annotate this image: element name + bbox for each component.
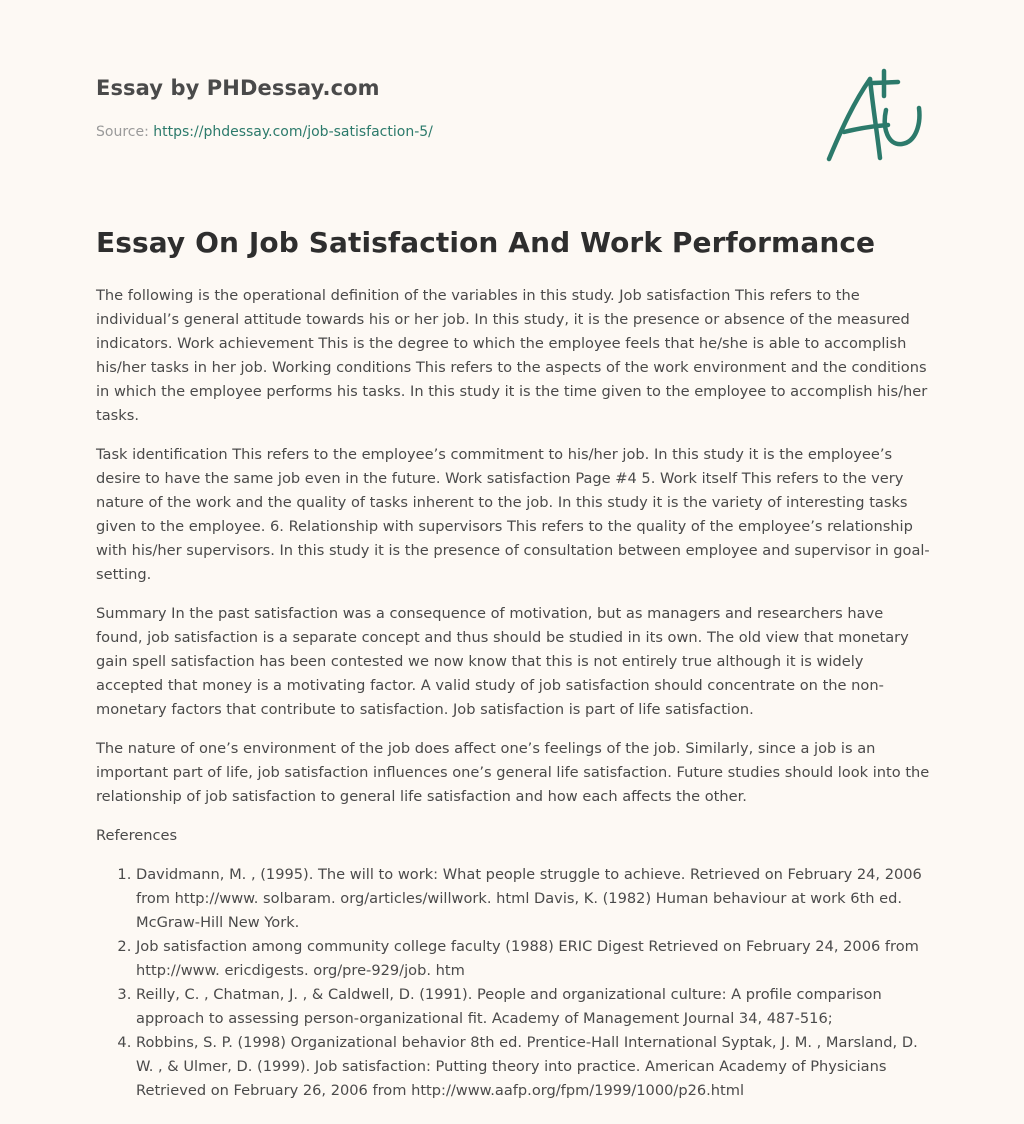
essay-paragraph: Summary In the past satisfaction was a consequence of motivation, but as managers and researchers have found, job satisfaction is a separate concept and thus should be studied in its own. The old view that monetary gain spell satisfaction has been contested we now know that this is not entirely true although it is widely accepted that money is a motivating factor. A valid study of job satisfaction should concentrate on the non-monetary factors that contribute to satisfaction. Job satisfaction is part of life satisfaction.: [96, 605, 909, 718]
source-link[interactable]: https://phdessay.com/job-satisfaction-5/: [153, 124, 433, 140]
reference-item: 4. Robbins, S. P. (1998) Organizational behavior 8th ed. Prentice-Hall International Syptak, J. M. , Marsland, D. W. , & Ulmer, D. (1999). Job satisfaction: Putting theory into practice. American Academy of Physicians Retrieved on February 26, 2006 from http://www.aafp.org/fpm/1999/1000/p26.html: [136, 1031, 930, 1103]
essay-paragraph: The nature of one’s environment of the job does affect one’s feelings of the job. Similarly, since a job is an important part of life, job satisfaction influences one’s general life satisfaction. Future studies should look into the relationship of job satisfaction to general life satisfaction and how each affects the other.: [96, 740, 930, 805]
essay-paragraph: The following is the operational definition of the variables in this study. Job satisfaction This refers to the individual’s general attitude towards his or her job. In this study, it is the presence or absence of the measured indicators. Work achievement This is the degree to which the employee feels that he/she is able to accomplish his/her tasks in her job. Working conditions This refers to the aspects of the work environment and the conditions in which the employee performs his tasks. In this study it is the time given to the employee to accomplish his/her tasks.: [96, 287, 928, 424]
references-list: [96, 863, 930, 1103]
essay-body: [96, 284, 930, 1103]
reference-item: 2. Job satisfaction among community college faculty (1988) ERIC Digest Retrieved on February 24, 2006 from http://www. ericdigests. org/pre-929/job. htm: [136, 935, 930, 983]
reference-item: 3. Reilly, C. , Chatman, J. , & Caldwell, D. (1991). People and organizational culture: A profile comparison approach to assessing person-organizational fit. Academy of Management Journal 34, 487-516;: [136, 983, 930, 1031]
references-heading: References: [96, 827, 178, 844]
essay-title: Essay On Job Satisfaction And Work Performance: [96, 226, 876, 259]
essay-paragraph: Task identification This refers to the employee’s commitment to his/her job. In this study it is the employee’s desire to have the same job even in the future. Work satisfaction Page #4 5. Work itself This refers to the very nature of the work and the quality of tasks inherent to the job. In this study it is the variety of interesting tasks given to the employee. 6. Relationship with supervisors This refers to the quality of the employee’s relationship with his/her supervisors. In this study it is the presence of consultation between employee and supervisor in goal-setting.: [96, 446, 930, 583]
a-plus-logo-icon: [820, 66, 930, 166]
reference-item: 1. Davidmann, M. , (1995). The will to work: What people struggle to achieve. Retrieved on February 24, 2006 from http://www. solbaram. org/articles/willwork. html Davis, K. (1982) Human behaviour at work 6th ed. McGraw-Hill New York.: [136, 863, 930, 935]
source-label: Source:: [96, 124, 154, 140]
source-line: [96, 124, 433, 140]
site-brand: Essay by PHDessay.com: [96, 76, 380, 100]
